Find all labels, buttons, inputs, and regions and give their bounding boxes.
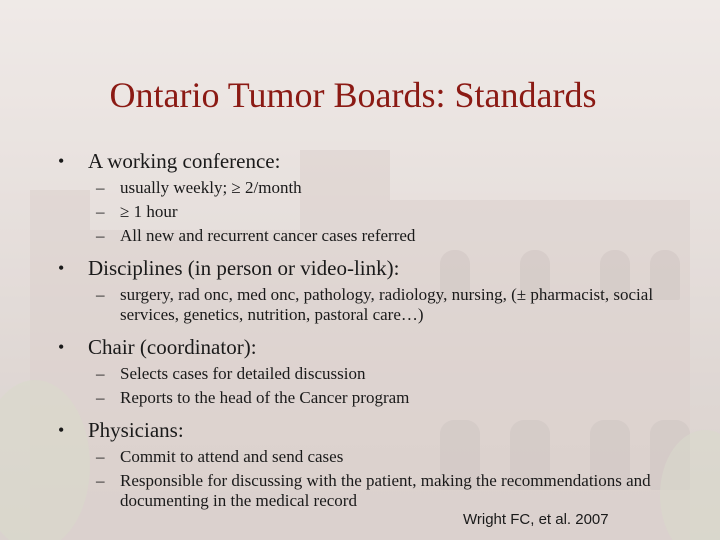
sub-bullet-item [58,471,668,511]
citation: Wright FC, et al. 2007 [463,511,609,528]
sub-bullet-item [58,388,668,408]
sub-bullet-item [58,178,668,198]
dash-glyph: – [96,202,105,221]
bullet-item [58,334,668,360]
sub-bullet-item [58,202,668,222]
bullet-list [58,148,668,511]
sub-bullet-text: ≥ 1 hour [120,202,178,221]
sub-bullet-text: Commit to attend and send cases [120,447,344,466]
slide-title: Ontario Tumor Boards: Standards [109,75,597,115]
bullet-item [58,148,668,174]
dash-glyph: – [96,364,105,383]
bullet-item [58,255,668,281]
bullet-item [58,417,668,443]
sub-bullet-item [58,285,668,325]
bullet-text: Disciplines (in person or video-link): [88,256,400,280]
dash-glyph: – [96,471,105,490]
sub-bullet-text: surgery, rad onc, med onc, pathology, radiology, nursing, (± pharmacist, social services, genetics, nutrition, pastoral care…) [120,285,654,324]
dash-glyph: – [96,285,105,304]
sub-bullet-item [58,364,668,384]
bullet-glyph: • [58,420,65,440]
sub-bullet-item [58,226,668,246]
dash-glyph: – [96,178,105,197]
dash-glyph: – [96,388,105,407]
bullet-glyph: • [58,151,65,171]
sub-bullet-text: Reports to the head of the Cancer program [120,388,410,407]
sub-bullet-text: Responsible for discussing with the patient, making the recommendations and documenting in the medical record [120,471,651,510]
bullet-text: Physicians: [88,418,184,442]
sub-bullet-text: Selects cases for detailed discussion [120,364,366,383]
sub-bullet-text: All new and recurrent cancer cases referred [120,226,416,245]
sub-bullet-text: usually weekly; ≥ 2/month [120,178,302,197]
bullet-glyph: • [58,337,65,357]
bullet-text: A working conference: [88,149,281,173]
bullet-glyph: • [58,258,65,278]
dash-glyph: – [96,447,105,466]
sub-bullet-item [58,447,668,467]
bullet-text: Chair (coordinator): [88,335,257,359]
dash-glyph: – [96,226,105,245]
